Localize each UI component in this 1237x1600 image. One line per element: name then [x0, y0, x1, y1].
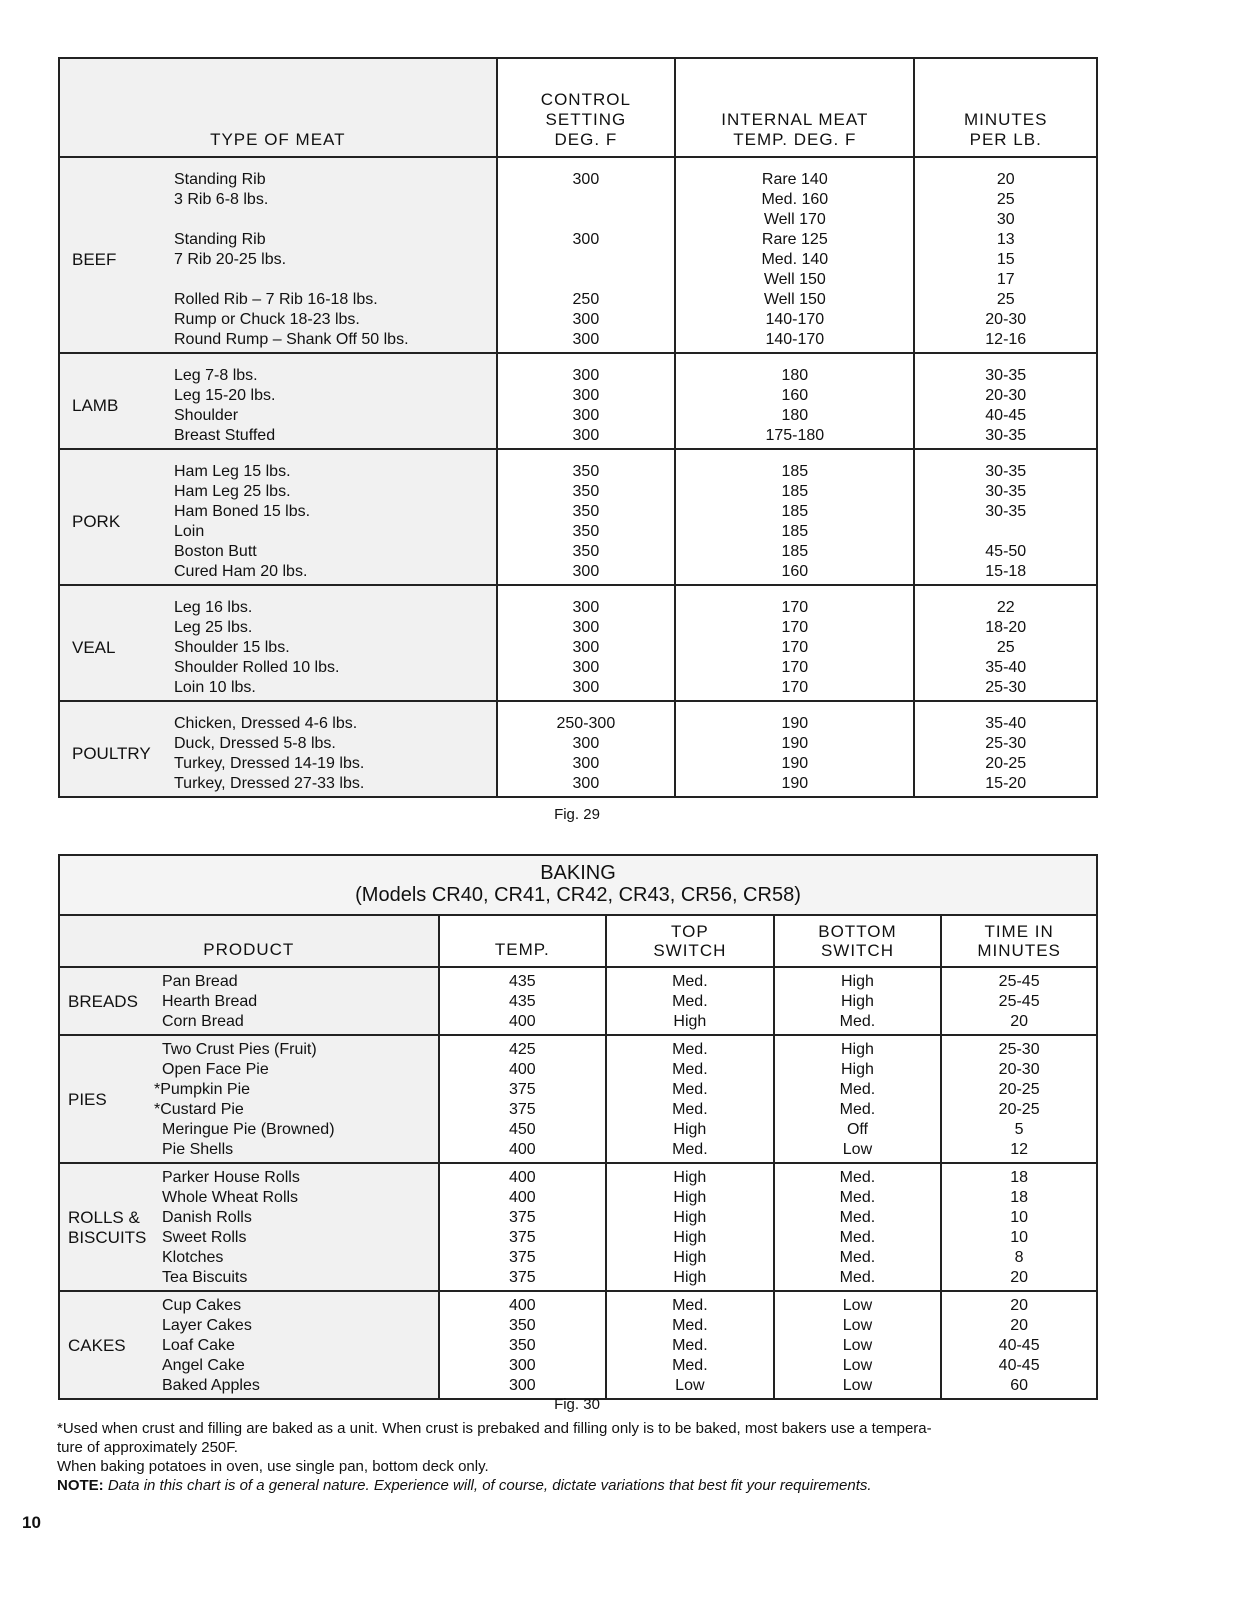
footnote-line-1: *Used when crust and filling are baked as a unit. When crust is prebaked and filling only is to be baked, most bakers use a tempera-	[57, 1420, 932, 1437]
temp-cell-line: 400	[508, 1141, 536, 1158]
meat-item: Boston Butt	[174, 543, 257, 560]
meat-item	[174, 270, 409, 290]
bottom-switch-cell-line: Med.	[839, 1249, 876, 1266]
bottom-switch-cell-line: Med.	[839, 1169, 876, 1186]
meat-group-poultry	[59, 701, 1097, 797]
internal-temp-cell-line: Well 170	[763, 211, 826, 228]
top-switch-cell-line: Med.	[672, 1357, 708, 1374]
meat-item: Turkey, Dressed 27-33 lbs.	[174, 775, 365, 792]
temp-cell-line: 400	[508, 1189, 536, 1206]
baking-item: *Custard Pie	[154, 1101, 244, 1118]
minutes-per-lb-cell-line: 40-45	[985, 407, 1027, 424]
baking-item: Pan Bread	[162, 973, 238, 990]
minutes-per-lb-cell-line: 18-20	[985, 619, 1027, 636]
header-temp: TEMP.	[439, 915, 607, 967]
top-switch-cell-line: Med.	[672, 1141, 708, 1158]
time-cell-line: 25-45	[998, 993, 1040, 1010]
minutes-per-lb-cell-line: 15-20	[985, 775, 1027, 792]
general-note: NOTE: Data in this chart is of a general nature. Experience will, of course, dictate variations that best fit your requirements.	[57, 1477, 872, 1494]
bottom-switch-cell-line: Med.	[839, 1101, 876, 1118]
bottom-switch-cell	[774, 1163, 942, 1291]
top-switch-cell-line: Med.	[672, 1337, 708, 1354]
page-number: 10	[22, 1513, 41, 1532]
temp-cell-line: 375	[508, 1101, 536, 1118]
control-setting-cell	[497, 157, 676, 353]
meat-category-label: VEAL	[72, 638, 116, 657]
meat-item: Leg 16 lbs.	[174, 599, 253, 616]
control-setting-cell	[497, 449, 676, 585]
top-switch-cell	[606, 1035, 774, 1163]
header-type-of-meat: TYPE OF MEAT	[59, 58, 497, 157]
bottom-switch-cell-line: High	[841, 1061, 874, 1078]
baking-item: Parker House Rolls	[162, 1169, 300, 1186]
meat-item: Round Rump – Shank Off 50 lbs.	[174, 331, 409, 348]
bottom-switch-cell-line: Med.	[839, 1209, 876, 1226]
bottom-switch-cell-line: Low	[842, 1377, 873, 1394]
internal-temp-cell	[675, 449, 914, 585]
baking-item: *Pumpkin Pie	[154, 1081, 251, 1098]
baking-item: Loaf Cake	[162, 1337, 235, 1354]
temp-cell	[439, 1035, 607, 1163]
minutes-per-lb-cell-line: 35-40	[985, 715, 1027, 732]
fig-29-caption: Fig. 29	[554, 806, 600, 823]
top-switch-cell-line: Med.	[672, 1317, 708, 1334]
baking-item: Two Crust Pies (Fruit)	[162, 1041, 317, 1058]
bottom-switch-cell-line: Low	[842, 1357, 873, 1374]
header-time-in-minutes: TIME IN MINUTES	[941, 915, 1097, 967]
meat-item: Breast Stuffed	[174, 427, 276, 444]
top-switch-cell-line: Med.	[672, 973, 708, 990]
minutes-per-lb-cell-line: 25	[996, 639, 1015, 656]
top-switch-cell-line: Med.	[672, 1061, 708, 1078]
bottom-switch-cell-line: Med.	[839, 1081, 876, 1098]
top-switch-cell-line: Med.	[672, 993, 708, 1010]
baking-category-label: PIES	[68, 1090, 107, 1109]
minutes-per-lb-cell-line: 22	[996, 599, 1015, 616]
internal-temp-cell-line: 170	[781, 659, 809, 676]
baking-product-cell	[59, 1035, 439, 1163]
meat-item: Shoulder	[174, 407, 239, 424]
bottom-switch-cell-line: Off	[846, 1121, 868, 1138]
meat-item: Duck, Dressed 5-8 lbs.	[174, 735, 336, 752]
top-switch-cell-line: High	[673, 1229, 707, 1246]
baking-item: Layer Cakes	[162, 1317, 252, 1334]
baking-item: Cup Cakes	[162, 1297, 242, 1314]
internal-temp-cell-line: 170	[781, 619, 809, 636]
bottom-switch-cell-line: High	[841, 1041, 874, 1058]
baking-item: Whole Wheat Rolls	[162, 1189, 299, 1206]
header-control-setting: CONTROL SETTING DEG. F	[497, 58, 676, 157]
internal-temp-cell-line: 140-170	[765, 331, 825, 348]
control-setting-cell-line: 300	[572, 619, 600, 636]
internal-temp-cell-line: 185	[781, 503, 809, 520]
control-setting-cell-line	[498, 270, 675, 290]
minutes-per-lb-cell-line: 30-35	[985, 367, 1027, 384]
temp-cell-line: 400	[508, 1169, 536, 1186]
time-cell-line: 20-25	[998, 1081, 1040, 1098]
baking-item: Meringue Pie (Browned)	[162, 1121, 335, 1138]
top-switch-cell-line: Med.	[672, 1081, 708, 1098]
bottom-switch-cell-line: Low	[842, 1337, 873, 1354]
control-setting-cell-line: 300	[572, 387, 600, 404]
control-setting-cell-line	[498, 250, 675, 270]
baking-table	[58, 854, 1098, 1400]
meat-item: Standing Rib	[174, 171, 266, 188]
control-setting-cell-line: 350	[572, 503, 600, 520]
baking-product-cell	[59, 1163, 439, 1291]
time-cell-line: 12	[1010, 1141, 1029, 1158]
baking-category-line: BISCUITS	[68, 1228, 147, 1247]
baking-category-label: BREADS	[68, 992, 138, 1011]
meat-item: Rump or Chuck 18-23 lbs.	[174, 311, 360, 328]
internal-temp-cell-line: 170	[781, 639, 809, 656]
minutes-per-lb-cell-line: 12-16	[985, 331, 1027, 348]
internal-temp-cell-line: 170	[781, 599, 809, 616]
control-setting-cell-line: 300	[572, 775, 600, 792]
time-cell-line: 18	[1010, 1169, 1029, 1186]
time-cell-line: 18	[1010, 1189, 1029, 1206]
meat-type-cell	[59, 353, 497, 449]
time-cell	[941, 1035, 1097, 1163]
baking-product-cell	[59, 967, 439, 1035]
meat-item: Loin 10 lbs.	[174, 679, 256, 696]
temp-cell	[439, 1163, 607, 1291]
minutes-per-lb-cell	[914, 585, 1097, 701]
meat-item: Turkey, Dressed 14-19 lbs.	[174, 755, 365, 772]
meat-group-lamb	[59, 353, 1097, 449]
meat-type-cell	[59, 157, 497, 353]
baking-category-label: CAKES	[68, 1336, 126, 1355]
bottom-switch-cell-line: Low	[842, 1141, 873, 1158]
bottom-switch-cell-line: High	[841, 973, 874, 990]
top-switch-cell-line: High	[673, 1269, 707, 1286]
control-setting-cell-line	[498, 210, 675, 230]
baking-group	[59, 1163, 1097, 1291]
time-cell	[941, 1291, 1097, 1399]
internal-temp-cell-line: 140-170	[765, 311, 825, 328]
time-cell-line: 20	[1010, 1269, 1029, 1286]
bottom-switch-cell-line: Low	[842, 1317, 873, 1334]
bottom-switch-cell-line: Med.	[839, 1229, 876, 1246]
bottom-switch-cell	[774, 1291, 942, 1399]
temp-cell-line: 300	[508, 1357, 536, 1374]
control-setting-cell-line: 300	[572, 659, 600, 676]
baking-item: Danish Rolls	[162, 1209, 252, 1226]
internal-temp-cell-line: 190	[781, 755, 809, 772]
internal-temp-cell-line: 190	[781, 715, 809, 732]
meat-group-pork	[59, 449, 1097, 585]
header-product: PRODUCT	[59, 915, 439, 967]
minutes-per-lb-cell-line: 17	[996, 271, 1015, 288]
control-setting-cell-line: 350	[572, 483, 600, 500]
internal-temp-cell	[675, 585, 914, 701]
time-cell	[941, 967, 1097, 1035]
top-switch-cell-line: Med.	[672, 1041, 708, 1058]
internal-temp-cell-line: 185	[781, 463, 809, 480]
control-setting-cell-line: 300	[572, 331, 600, 348]
internal-temp-cell-line: Well 150	[763, 291, 826, 308]
baking-subtitle: (Models CR40, CR41, CR42, CR43, CR56, CR58)	[355, 884, 801, 906]
meat-item: Rolled Rib – 7 Rib 16-18 lbs.	[174, 291, 378, 308]
temp-cell-line: 400	[508, 1013, 536, 1030]
internal-temp-cell-line: 180	[781, 407, 809, 424]
meat-item: Shoulder Rolled 10 lbs.	[174, 659, 340, 676]
internal-temp-cell	[675, 701, 914, 797]
time-cell-line: 40-45	[998, 1357, 1040, 1374]
bottom-switch-cell-line: Med.	[839, 1013, 876, 1030]
footnote-line-2: ture of approximately 250F.	[57, 1439, 238, 1456]
temp-cell	[439, 967, 607, 1035]
control-setting-cell-line: 300	[572, 407, 600, 424]
baking-category-line: ROLLS &	[68, 1208, 140, 1227]
meat-category-label: PORK	[72, 512, 121, 531]
meat-category-label: POULTRY	[72, 744, 151, 763]
baking-item: Tea Biscuits	[162, 1269, 248, 1286]
meat-type-cell	[59, 701, 497, 797]
baking-item: Klotches	[162, 1249, 224, 1266]
baking-item: Corn Bread	[162, 1013, 244, 1030]
temp-cell-line: 450	[508, 1121, 536, 1138]
control-setting-cell-line: 350	[572, 523, 600, 540]
internal-temp-cell-line: 180	[781, 367, 809, 384]
bottom-switch-cell	[774, 967, 942, 1035]
minutes-per-lb-cell-line: 45-50	[985, 543, 1027, 560]
internal-temp-cell-line: 175-180	[765, 427, 825, 444]
baking-item: Open Face Pie	[162, 1061, 269, 1078]
minutes-per-lb-cell-line: 25	[996, 191, 1015, 208]
control-setting-cell-line: 300	[572, 231, 600, 248]
internal-temp-cell	[675, 157, 914, 353]
baking-item: Pie Shells	[162, 1141, 234, 1158]
bottom-switch-cell	[774, 1035, 942, 1163]
time-cell-line: 20	[1010, 1013, 1029, 1030]
top-switch-cell-line: High	[673, 1189, 707, 1206]
baking-item: Hearth Bread	[162, 993, 258, 1010]
internal-temp-cell-line: 170	[781, 679, 809, 696]
time-cell-line: 20	[1010, 1297, 1029, 1314]
minutes-per-lb-cell-line: 13	[996, 231, 1015, 248]
internal-temp-cell-line: Well 150	[763, 271, 826, 288]
control-setting-cell-line: 300	[572, 679, 600, 696]
internal-temp-cell-line: 185	[781, 543, 809, 560]
meat-item: 7 Rib 20-25 lbs.	[174, 251, 287, 268]
control-setting-cell-line: 300	[572, 171, 600, 188]
internal-temp-cell-line: 160	[781, 387, 809, 404]
temp-cell-line: 400	[508, 1297, 536, 1314]
time-cell-line: 10	[1010, 1209, 1029, 1226]
top-switch-cell-line: High	[673, 1169, 707, 1186]
temp-cell-line: 375	[508, 1229, 536, 1246]
baking-group	[59, 1035, 1097, 1163]
minutes-per-lb-cell	[914, 701, 1097, 797]
top-switch-cell-line: Med.	[672, 1101, 708, 1118]
minutes-per-lb-cell-line: 30-35	[985, 483, 1027, 500]
internal-temp-cell-line: 185	[781, 483, 809, 500]
notes-section	[57, 1419, 1117, 1495]
fig-30-caption: Fig. 30	[554, 1396, 600, 1413]
minutes-per-lb-cell-line: 30	[996, 211, 1015, 228]
meat-group-veal	[59, 585, 1097, 701]
control-setting-cell	[497, 353, 676, 449]
control-setting-cell-line: 300	[572, 427, 600, 444]
meat-item: 3 Rib 6-8 lbs.	[174, 191, 269, 208]
baking-item: Sweet Rolls	[162, 1229, 247, 1246]
time-cell-line: 25-45	[998, 973, 1040, 990]
minutes-per-lb-cell-line: 25-30	[985, 735, 1027, 752]
bottom-switch-cell-line: Low	[842, 1297, 873, 1314]
temp-cell-line: 435	[508, 993, 536, 1010]
time-cell-line: 8	[1014, 1249, 1024, 1266]
minutes-per-lb-cell-line: 20-25	[985, 755, 1027, 772]
meat-item: Loin	[174, 523, 205, 540]
top-switch-cell	[606, 1291, 774, 1399]
minutes-per-lb-cell-line: 15	[996, 251, 1015, 268]
control-setting-cell-line: 300	[572, 639, 600, 656]
time-cell-line: 5	[1014, 1121, 1024, 1138]
control-setting-cell-line: 300	[572, 367, 600, 384]
top-switch-cell-line: High	[673, 1013, 707, 1030]
meat-type-cell	[59, 449, 497, 585]
meat-item: Leg 7-8 lbs.	[174, 367, 258, 384]
internal-temp-cell-line: 160	[781, 563, 809, 580]
minutes-per-lb-cell-line: 30-35	[985, 503, 1027, 520]
minutes-per-lb-cell-line: 20	[996, 171, 1015, 188]
meat-item: Cured Ham 20 lbs.	[174, 563, 308, 580]
internal-temp-cell-line: 190	[781, 775, 809, 792]
top-switch-cell	[606, 1163, 774, 1291]
baking-group	[59, 1291, 1097, 1399]
temp-cell-line: 350	[508, 1337, 536, 1354]
minutes-per-lb-cell	[914, 353, 1097, 449]
minutes-per-lb-cell	[914, 157, 1097, 353]
control-setting-cell-line: 300	[572, 599, 600, 616]
temp-cell	[439, 1291, 607, 1399]
temp-cell-line: 300	[508, 1377, 536, 1394]
control-setting-cell-line: 350	[572, 543, 600, 560]
potatoes-note: When baking potatoes in oven, use single pan, bottom deck only.	[57, 1458, 489, 1475]
time-cell-line: 20-25	[998, 1101, 1040, 1118]
baking-item: Angel Cake	[162, 1357, 245, 1374]
internal-temp-cell-line: Rare 140	[761, 171, 828, 188]
minutes-per-lb-cell-line: 20-30	[985, 311, 1027, 328]
meat-category-label: BEEF	[72, 250, 117, 269]
meat-item	[174, 210, 409, 230]
minutes-per-lb-cell-line: 15-18	[985, 563, 1027, 580]
header-minutes-per-lb: MINUTES PER LB.	[914, 58, 1097, 157]
meat-table-header-row	[59, 58, 1097, 157]
internal-temp-cell-line: Med. 160	[761, 191, 829, 208]
minutes-per-lb-cell-line: 35-40	[985, 659, 1027, 676]
minutes-per-lb-cell-line: 25-30	[985, 679, 1027, 696]
temp-cell-line: 435	[508, 973, 536, 990]
baking-group	[59, 967, 1097, 1035]
bottom-switch-cell-line: High	[841, 993, 874, 1010]
minutes-per-lb-cell-line: 20-30	[985, 387, 1027, 404]
bottom-switch-cell-line: Med.	[839, 1189, 876, 1206]
temp-cell-line: 375	[508, 1081, 536, 1098]
internal-temp-cell-line: 190	[781, 735, 809, 752]
minutes-per-lb-cell-line: 25	[996, 291, 1015, 308]
meat-item: Ham Leg 15 lbs.	[174, 463, 291, 480]
meat-roasting-table	[58, 57, 1098, 798]
temp-cell-line: 350	[508, 1317, 536, 1334]
header-top-switch: TOP SWITCH	[606, 915, 774, 967]
meat-item: Ham Leg 25 lbs.	[174, 483, 291, 500]
meat-item: Shoulder 15 lbs.	[174, 639, 290, 656]
top-switch-cell-line: Med.	[672, 1297, 708, 1314]
meat-category-label: LAMB	[72, 396, 119, 415]
control-setting-cell-line: 350	[572, 463, 600, 480]
control-setting-cell	[497, 585, 676, 701]
temp-cell-line: 425	[508, 1041, 536, 1058]
time-cell-line: 40-45	[998, 1337, 1040, 1354]
baking-category-label	[60, 1168, 162, 1288]
control-setting-cell-line: 300	[572, 755, 600, 772]
control-setting-cell	[497, 701, 676, 797]
internal-temp-cell-line: Rare 125	[761, 231, 828, 248]
minutes-per-lb-cell-line: 30-35	[985, 463, 1027, 480]
bottom-switch-cell-line: Med.	[839, 1269, 876, 1286]
control-setting-cell-line	[498, 190, 675, 210]
meat-type-cell	[59, 585, 497, 701]
top-switch-cell-line: High	[673, 1249, 707, 1266]
minutes-per-lb-cell-line: 30-35	[985, 427, 1027, 444]
temp-cell-line: 375	[508, 1209, 536, 1226]
baking-header-row	[59, 915, 1097, 967]
temp-cell-line: 375	[508, 1249, 536, 1266]
top-switch-cell	[606, 967, 774, 1035]
header-bottom-switch: BOTTOM SWITCH	[774, 915, 942, 967]
baking-title: BAKING (Models CR40, CR41, CR42, CR43, CR56, CR58)	[59, 855, 1097, 915]
time-cell-line: 60	[1010, 1377, 1029, 1394]
baking-product-cell	[59, 1291, 439, 1399]
internal-temp-cell-line: 185	[781, 523, 809, 540]
time-cell	[941, 1163, 1097, 1291]
time-cell-line: 20-30	[998, 1061, 1040, 1078]
baking-title-row	[59, 855, 1097, 915]
baking-item: Baked Apples	[162, 1377, 260, 1394]
meat-item: Ham Boned 15 lbs.	[174, 503, 311, 520]
control-setting-cell-line: 250-300	[556, 715, 616, 732]
top-switch-cell-line: Low	[675, 1377, 705, 1394]
meat-item: Leg 15-20 lbs.	[174, 387, 276, 404]
meat-group-beef	[59, 157, 1097, 353]
temp-cell-line: 400	[508, 1061, 536, 1078]
control-setting-cell-line: 300	[572, 311, 600, 328]
control-setting-cell-line: 300	[572, 735, 600, 752]
top-switch-cell-line: High	[673, 1121, 707, 1138]
minutes-per-lb-cell	[914, 449, 1097, 585]
meat-item: Chicken, Dressed 4-6 lbs.	[174, 715, 358, 732]
internal-temp-cell-line: Med. 140	[761, 251, 829, 268]
time-cell-line: 20	[1010, 1317, 1029, 1334]
header-internal-meat-temp: INTERNAL MEAT TEMP. DEG. F	[675, 58, 914, 157]
minutes-per-lb-cell-line	[915, 522, 1096, 542]
control-setting-cell-line: 250	[572, 291, 600, 308]
top-switch-cell-line: High	[673, 1209, 707, 1226]
meat-item: Standing Rib	[174, 231, 266, 248]
control-setting-cell-line: 300	[572, 563, 600, 580]
time-cell-line: 25-30	[998, 1041, 1040, 1058]
internal-temp-cell	[675, 353, 914, 449]
meat-item: Leg 25 lbs.	[174, 619, 253, 636]
time-cell-line: 10	[1010, 1229, 1029, 1246]
temp-cell-line: 375	[508, 1269, 536, 1286]
